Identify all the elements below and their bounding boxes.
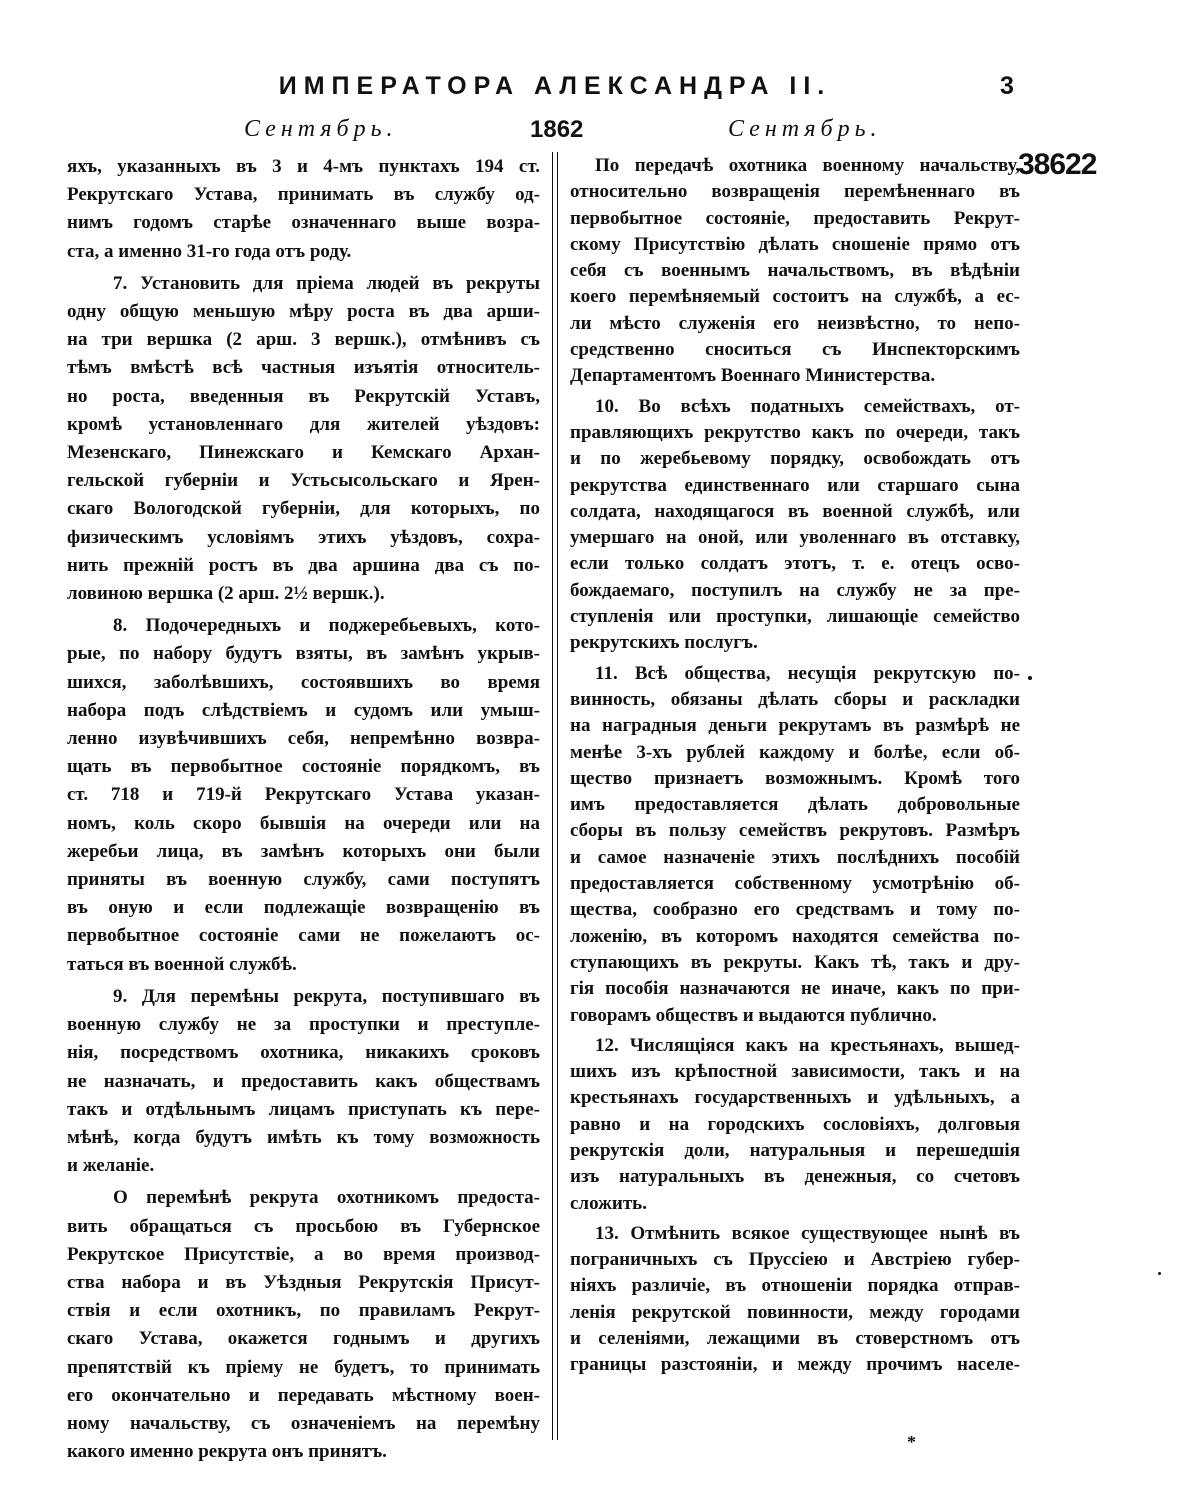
text-line: средственно сноситься съ Инспекторскимъ — [570, 339, 1020, 361]
text-line: на три вершка (2 арш. 3 вершк.), отмѣнивъ съ — [67, 329, 540, 351]
ink-speck — [1158, 1272, 1161, 1275]
text-line: тѣмъ вмѣстѣ всѣ частныя изъятія относитель- — [67, 357, 540, 379]
text-line: рекрутскія доли, натуральныя и перешедшія — [570, 1139, 1020, 1161]
text-line: Рекрутскаго Устава, принимать въ службу од- — [67, 184, 540, 206]
text-line: 9. Для перемѣны рекрута, поступившаго въ — [113, 985, 540, 1007]
ink-speck — [1028, 676, 1032, 680]
text-line: номъ, коль скоро бывшія на очереди или на — [67, 812, 540, 834]
text-line: и самое назначеніе этихъ послѣднихъ пособій — [570, 846, 1020, 868]
text-line: Мезенскаго, Пинежскаго и Кемскаго Архан- — [67, 442, 540, 464]
paragraph — [570, 1221, 1020, 1379]
text-line: Департаментомъ Военнаго Министерства. — [570, 365, 936, 387]
right-column — [570, 153, 1020, 1383]
text-line: такъ и отдѣльнымъ лицамъ приступать къ пере- — [67, 1098, 540, 1120]
column-divider-left-rule — [552, 152, 553, 1440]
text-line: 12. Числящіяся какъ на крестьянахъ, вышед- — [595, 1034, 1020, 1056]
text-line: ніяхъ различіе, въ отношеніи порядка отправ- — [570, 1275, 1020, 1297]
paragraph — [570, 661, 1020, 1029]
text-line: гія пособія назначаются не иначе, какъ по при- — [570, 978, 1020, 1000]
text-line: 13. Отмѣнить всякое существующее нынѣ въ — [595, 1222, 1020, 1244]
text-line: По передачѣ охотника военному начальству, — [595, 155, 1020, 176]
margin-document-number: 38622 — [1018, 148, 1097, 181]
text-line: О перемѣнѣ рекрута охотникомъ предоста- — [113, 1187, 540, 1209]
text-line: ствія и если охотникъ, по правиламъ Рекрут- — [67, 1300, 540, 1322]
text-line: одну общую меньшую мѣру роста въ два арши- — [67, 301, 540, 323]
text-line: скаго Устава, окажется годнымъ и другихъ — [67, 1328, 540, 1350]
text-line: не назначать, и предоставить какъ обществамъ — [67, 1070, 540, 1092]
text-line: ному начальству, съ означеніемъ на перемѣну — [67, 1412, 540, 1434]
paragraph — [570, 1033, 1020, 1217]
text-line: ложенію, въ которомъ находятся семейства по- — [570, 925, 1020, 947]
text-line: ступленія или проступки, лишающіе семейство — [570, 606, 1020, 628]
footer-asterisk: * — [907, 1432, 916, 1452]
text-line: шихъ изъ крѣпостной зависимости, такъ и на — [570, 1061, 1020, 1083]
text-line: яхъ, указанныхъ въ 3 и 4-мъ пунктахъ 194 ст. — [67, 156, 540, 177]
text-line: 8. Подочередныхъ и поджеребьевыхъ, кото- — [113, 615, 540, 637]
text-line: бождаемаго, поступилъ на службу не за пре- — [570, 579, 1020, 601]
text-line: относительно возвращенія перемѣненнаго въ — [570, 181, 1020, 203]
text-line: ловиною вершка (2 арш. 2½ вершк.). — [67, 583, 385, 605]
text-line: нить прежній ростъ въ два аршина два съ по- — [67, 554, 540, 576]
text-line: винность, обязаны дѣлать сборы и раскладки — [570, 688, 1020, 710]
text-line: щества, сообразно его средствамъ и тому по- — [570, 899, 1020, 921]
text-line: нія, посредствомъ охотника, никакихъ сроковъ — [67, 1042, 540, 1064]
text-line: рекрутства единственнаго или старшаго сына — [570, 474, 1020, 496]
text-line: его окончательно и передавать мѣстному воен- — [67, 1384, 540, 1406]
text-line: мѣнѣ, когда будутъ имѣть къ тому возможность — [67, 1126, 540, 1148]
text-line: ст. 718 и 719-й Рекрутскаго Устава указан- — [67, 784, 540, 806]
text-line: ства набора и въ Уѣздныя Рекрутскія Присут- — [67, 1271, 540, 1293]
text-line: шихся, заболѣвшихъ, состоявшихъ во время — [67, 671, 540, 693]
text-line: ли мѣсто служенія его неизвѣстно, то непо- — [570, 312, 1020, 334]
text-line: набора подъ слѣдствіемъ и судомъ или умыш- — [67, 699, 540, 721]
text-line: рые, по набору будутъ взяты, въ замѣнъ укрыв- — [67, 643, 540, 665]
left-column — [67, 153, 540, 1470]
text-line: Рекрутское Присутствіе, а во время производ- — [67, 1243, 540, 1265]
text-line: щать въ первобытное состояніе порядкомъ, въ — [67, 756, 540, 778]
text-line: жеребьи лица, въ замѣнъ которыхъ они были — [67, 840, 540, 862]
text-line: скому Присутствію дѣлать сношеніе прямо отъ — [570, 233, 1020, 255]
page-number: 3 — [1000, 72, 1014, 100]
text-line: 10. Во всѣхъ податныхъ семействахъ, от- — [595, 395, 1020, 417]
text-line: первобытное состояніе сами не пожелаютъ ос- — [67, 925, 540, 947]
text-line: 11. Всѣ общества, несущія рекрутскую по- — [595, 662, 1020, 684]
text-line: границы разстояніи, и между прочимъ населе- — [570, 1354, 1020, 1376]
text-line: вить обращаться съ просьбою въ Губернское — [67, 1215, 540, 1237]
month-left: Сентябрь. — [244, 116, 398, 142]
text-line: 7. Установить для пріема людей въ рекруты — [113, 272, 540, 294]
month-right: Сентябрь. — [728, 116, 882, 142]
text-line: рекрутскихъ послугъ. — [570, 632, 758, 654]
text-line: сборы въ пользу семействъ рекрутовъ. Размѣръ — [570, 820, 1020, 842]
running-title: ИМПЕРАТОРА АЛЕКСАНДРА II. — [278, 72, 832, 100]
text-line: изъ натуральныхъ въ денежныя, со счетовъ — [570, 1166, 1020, 1188]
year: 1862 — [530, 116, 584, 143]
text-line: имъ предоставляется дѣлать добровольные — [570, 794, 1020, 816]
text-line: умершаго на оной, или уволеннаго въ отставку, — [570, 527, 1020, 549]
text-line: крестьянахъ государственныхъ и удѣльныхъ, а — [570, 1087, 1020, 1109]
text-line: и желаніе. — [67, 1155, 155, 1177]
text-line: гельской губерніи и Устьсысольскаго и Ярен- — [67, 470, 540, 492]
text-line: но роста, введенныя въ Рекрутскій Уставъ, — [67, 385, 540, 407]
text-line: солдата, находящагося въ военной службѣ, или — [570, 500, 1020, 522]
text-line: ступающихъ въ рекруты. Какъ тѣ, такъ и дру- — [570, 951, 1020, 973]
paragraph — [67, 270, 540, 608]
text-line: въ оную и если подлежащіе возвращенію въ — [67, 897, 540, 919]
text-line: если только солдатъ этотъ, т. е. отецъ осво- — [570, 553, 1020, 575]
text-line: предоставляется собственному усмотрѣнію об- — [570, 873, 1020, 895]
text-line: какого именно рекрута онъ принятъ. — [67, 1441, 387, 1463]
paragraph — [67, 1184, 540, 1466]
text-line: физическимъ условіямъ этихъ уѣздовъ, сохра- — [67, 526, 540, 548]
text-line: правляющихъ рекрутство какъ по очереди, такъ — [570, 421, 1020, 443]
text-line: кромѣ установленнаго для жителей уѣздовъ: — [67, 413, 540, 435]
text-line: менѣе 3-хъ рублей каждому и болѣе, если об- — [570, 741, 1020, 763]
text-line: и по жеребьевому порядку, освобождать отъ — [570, 448, 1020, 470]
text-line: ста, а именно 31-го года отъ роду. — [67, 240, 352, 262]
text-line: скаго Вологодской губерніи, для которыхъ, по — [67, 498, 540, 520]
text-line: равно и на городскихъ сословіяхъ, долговыя — [570, 1113, 1020, 1135]
paragraph — [570, 394, 1020, 657]
paragraph — [570, 153, 1020, 390]
column-divider-right-rule — [557, 152, 558, 1440]
text-line: таться въ военной службѣ. — [67, 953, 297, 975]
text-line: ленія рекрутской повинности, между городами — [570, 1301, 1020, 1323]
text-line: щество признаетъ возможнымъ. Кромѣ того — [570, 767, 1020, 789]
text-line: первобытное состояніе, предоставить Рекрут- — [570, 207, 1020, 229]
text-line: и селеніями, лежащими въ стоверстномъ отъ — [570, 1328, 1020, 1350]
text-line: нимъ годомъ старѣе означеннаго выше возра- — [67, 212, 540, 234]
text-line: коего перемѣняемый состоитъ на службѣ, а ес- — [570, 286, 1020, 308]
text-line: ленно изувѣчившихъ себя, непремѣнно возвра- — [67, 728, 540, 750]
text-line: сложить. — [570, 1192, 647, 1214]
paragraph — [67, 153, 540, 266]
text-line: себя съ военнымъ начальствомъ, въ вѣдѣніи — [570, 260, 1020, 282]
text-line: говорамъ обществъ и выдаются публично. — [570, 1004, 937, 1026]
text-line: на наградныя деньги рекрутамъ въ размѣрѣ не — [570, 715, 1020, 737]
paragraph — [67, 612, 540, 979]
text-line: препятствій къ пріему не будетъ, то принимать — [67, 1356, 540, 1378]
paragraph — [67, 983, 540, 1180]
text-line: военную службу не за проступки и преступле- — [67, 1014, 540, 1036]
text-line: приняты въ военную службу, сами поступятъ — [67, 869, 540, 891]
text-line: пограничныхъ съ Пруссіею и Австріею губер- — [570, 1249, 1020, 1271]
